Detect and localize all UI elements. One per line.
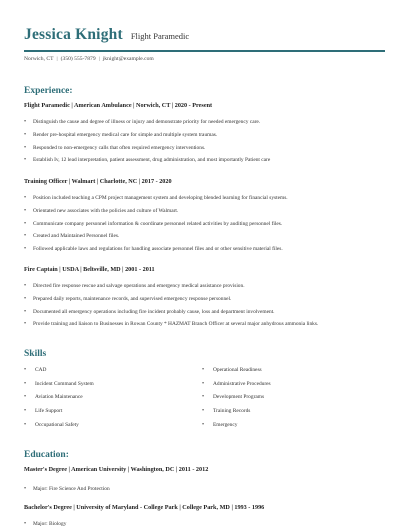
skill-item: • Aviation Maintenance <box>24 394 94 408</box>
skills-heading: Skills <box>24 349 47 359</box>
contact-phone: (350) 555-7879 <box>60 56 96 62</box>
skill-item: • Incident Command System <box>24 381 94 395</box>
contact-location: Norwich, CT <box>24 56 54 62</box>
skill-item: • Development Programs <box>202 394 271 408</box>
skill-item: • Training Records <box>202 408 271 422</box>
contact-line <box>24 56 154 62</box>
contact-separator: | <box>56 56 58 62</box>
job-bullet: • Provide training and liaison to Businesses in Rowan County * HAZMAT Branch Officer at several major anhydrous ammonia links. <box>24 321 318 334</box>
skills-list-right <box>202 367 271 435</box>
education-heading: Education: <box>24 450 69 460</box>
contact-email[interactable]: jknight@example.com <box>102 56 154 62</box>
job-header: Flight Paramedic | American Ambulance | Norwich, CT | 2020 - Present <box>24 102 213 109</box>
education-entry-detail: • Major: Biology <box>24 521 66 527</box>
job-bullet: • Documented all emergency operations including fire incident probably cause, loss and department involvement. <box>24 309 318 322</box>
skill-item: • Operational Readiness <box>202 367 271 381</box>
job-bullet: • Establish Iv, 12 lead interpretation, patient assessment, drug administration, and most importantly Patient care <box>24 157 270 170</box>
skill-item: • CAD <box>24 367 94 381</box>
job-bullet: • Communicate company personnel information & coordinate personnel related activities by auditing personnel files. <box>24 221 288 234</box>
resume-header <box>24 26 189 44</box>
education-entry-header: Master's Degree | American University | Washington, DC | 2011 - 2012 <box>24 466 209 473</box>
job-bullet-list <box>24 119 270 170</box>
job-bullet: • Prepared daily reports, maintenance records, and supervised emergency response personnel. <box>24 296 318 309</box>
header-divider <box>24 50 385 52</box>
job-header: Fire Captain | USDA | Beltsville, MD | 2001 - 2011 <box>24 266 155 273</box>
candidate-name: Jessica Knight <box>24 26 123 43</box>
job-bullet: • Responded to non-emergency calls that often required emergency interventions. <box>24 145 270 158</box>
skills-list-left <box>24 367 94 435</box>
education-entry-detail: • Major: Fire Science And Protection <box>24 486 110 492</box>
job-header: Training Officer | Walmart | Charlotte, NC | 2017 - 2020 <box>24 178 172 185</box>
job-bullet-list <box>24 195 288 259</box>
job-bullet: • Distinguish the cause and degree of illness or injury and demonstrate priority for needed emergency care. <box>24 119 270 132</box>
education-entry-header: Bachelor's Degree | University of Maryland - College Park | College Park, MD | 1993 - 1996 <box>24 504 265 511</box>
skill-item: • Emergency <box>202 422 271 436</box>
skill-item: • Occupational Safety <box>24 422 94 436</box>
experience-heading: Experience: <box>24 86 73 96</box>
job-bullet: • Render pre-hospital emergency medical care for simple and multiple system traumas. <box>24 132 270 145</box>
job-bullet: • Orientated new associates with the policies and culture of Walmart. <box>24 208 288 221</box>
job-bullet: • Position included teaching a CPM project management system and developing blended learning for financial systems. <box>24 195 288 208</box>
job-bullet: • Created and Maintained Personnel files. <box>24 233 288 246</box>
job-bullet-list <box>24 283 318 334</box>
skill-item: • Life Support <box>24 408 94 422</box>
candidate-title: Flight Paramedic <box>130 31 190 41</box>
job-bullet: • Followed applicable laws and regulations for handling associate personnel files and or other sensitive material files. <box>24 246 288 259</box>
skill-item: • Administrative Procedures <box>202 381 271 395</box>
contact-separator: | <box>98 56 100 62</box>
job-bullet: • Directed fire response rescue and salvage operations and emergency medical assistance provision. <box>24 283 318 296</box>
